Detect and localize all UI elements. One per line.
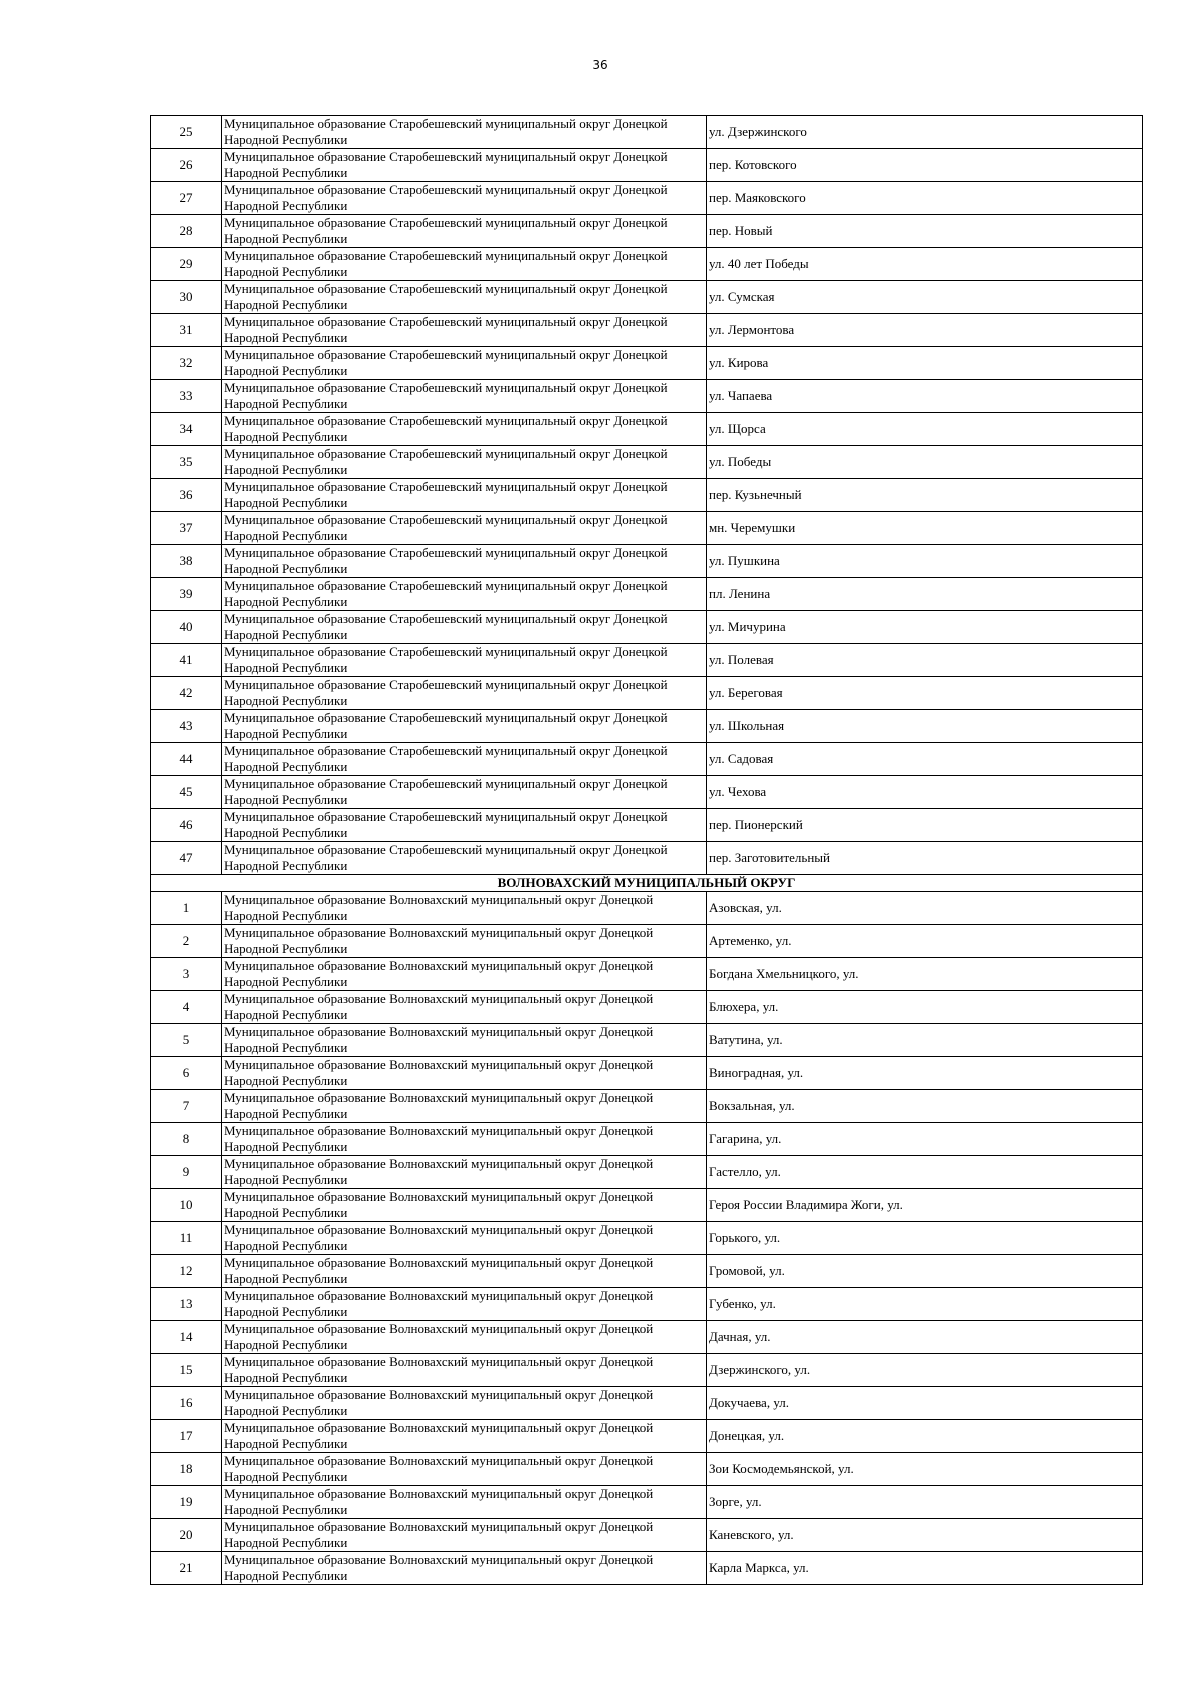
- municipality-name: Муниципальное образование Старобешевский муниципальный округ Донецкой Народной Республики: [222, 149, 707, 182]
- street-name: Вокзальная, ул.: [707, 1090, 1143, 1123]
- row-number: 5: [151, 1024, 222, 1057]
- table-row: [151, 413, 1143, 446]
- table-row: [151, 1057, 1143, 1090]
- row-number: 34: [151, 413, 222, 446]
- table-row: [151, 347, 1143, 380]
- table-row: [151, 1222, 1143, 1255]
- row-number: 32: [151, 347, 222, 380]
- street-name: ул. Чехова: [707, 776, 1143, 809]
- table-row: [151, 677, 1143, 710]
- street-name: Карла Маркса, ул.: [707, 1552, 1143, 1585]
- table-row: [151, 116, 1143, 149]
- municipality-name: Муниципальное образование Волновахский муниципальный округ Донецкой Народной Республики: [222, 958, 707, 991]
- row-number: 9: [151, 1156, 222, 1189]
- municipality-name: Муниципальное образование Старобешевский муниципальный округ Донецкой Народной Республики: [222, 380, 707, 413]
- table-row: [151, 446, 1143, 479]
- municipality-name: Муниципальное образование Волновахский муниципальный округ Донецкой Народной Республики: [222, 1519, 707, 1552]
- street-name: ул. Сумская: [707, 281, 1143, 314]
- row-number: 26: [151, 149, 222, 182]
- table-row: [151, 1024, 1143, 1057]
- municipality-name: Муниципальное образование Волновахский муниципальный округ Донецкой Народной Республики: [222, 1420, 707, 1453]
- table-row: [151, 991, 1143, 1024]
- street-name: Ватутина, ул.: [707, 1024, 1143, 1057]
- section-header-group: [151, 875, 1143, 892]
- street-name: мн. Черемушки: [707, 512, 1143, 545]
- municipality-name: Муниципальное образование Старобешевский муниципальный округ Донецкой Народной Республики: [222, 446, 707, 479]
- table-row: [151, 1090, 1143, 1123]
- row-number: 30: [151, 281, 222, 314]
- section-title: ВОЛНОВАХСКИЙ МУНИЦИПАЛЬНЫЙ ОКРУГ: [151, 875, 1143, 892]
- municipality-name: Муниципальное образование Волновахский муниципальный округ Донецкой Народной Республики: [222, 892, 707, 925]
- table-row: [151, 1387, 1143, 1420]
- street-name: ул. Школьная: [707, 710, 1143, 743]
- table-row: [151, 1552, 1143, 1585]
- municipality-name: Муниципальное образование Старобешевский муниципальный округ Донецкой Народной Республики: [222, 413, 707, 446]
- table-row: [151, 809, 1143, 842]
- municipality-name: Муниципальное образование Волновахский муниципальный округ Донецкой Народной Республики: [222, 1057, 707, 1090]
- table-row: [151, 314, 1143, 347]
- table-row: [151, 1123, 1143, 1156]
- row-number: 2: [151, 925, 222, 958]
- row-number: 37: [151, 512, 222, 545]
- municipality-name: Муниципальное образование Старобешевский муниципальный округ Донецкой Народной Республики: [222, 611, 707, 644]
- row-number: 44: [151, 743, 222, 776]
- row-number: 10: [151, 1189, 222, 1222]
- municipality-name: Муниципальное образование Волновахский муниципальный округ Донецкой Народной Республики: [222, 1486, 707, 1519]
- municipality-name: Муниципальное образование Волновахский муниципальный округ Донецкой Народной Республики: [222, 1552, 707, 1585]
- table-row: [151, 149, 1143, 182]
- section-header-row: [151, 875, 1143, 892]
- page-number: 36: [592, 58, 608, 72]
- street-name: Горького, ул.: [707, 1222, 1143, 1255]
- row-number: 19: [151, 1486, 222, 1519]
- table-row: [151, 380, 1143, 413]
- table-row: [151, 892, 1143, 925]
- row-number: 16: [151, 1387, 222, 1420]
- row-number: 14: [151, 1321, 222, 1354]
- street-name: ул. Победы: [707, 446, 1143, 479]
- row-number: 40: [151, 611, 222, 644]
- street-name: Зорге, ул.: [707, 1486, 1143, 1519]
- row-number: 35: [151, 446, 222, 479]
- street-name: ул. Мичурина: [707, 611, 1143, 644]
- row-number: 25: [151, 116, 222, 149]
- municipality-name: Муниципальное образование Волновахский муниципальный округ Донецкой Народной Республики: [222, 1255, 707, 1288]
- municipality-name: Муниципальное образование Старобешевский муниципальный округ Донецкой Народной Республики: [222, 479, 707, 512]
- table-row: [151, 1486, 1143, 1519]
- table-row: [151, 1453, 1143, 1486]
- municipality-name: Муниципальное образование Волновахский муниципальный округ Донецкой Народной Республики: [222, 991, 707, 1024]
- municipality-name: Муниципальное образование Волновахский муниципальный округ Донецкой Народной Республики: [222, 1024, 707, 1057]
- row-number: 21: [151, 1552, 222, 1585]
- row-number: 33: [151, 380, 222, 413]
- street-name: Гагарина, ул.: [707, 1123, 1143, 1156]
- table-section-starobeshevo: [151, 116, 1143, 875]
- table-row: [151, 842, 1143, 875]
- table-row: [151, 1519, 1143, 1552]
- municipality-name: Муниципальное образование Старобешевский муниципальный округ Донецкой Народной Республики: [222, 578, 707, 611]
- street-name: ул. Береговая: [707, 677, 1143, 710]
- table-row: [151, 281, 1143, 314]
- municipality-name: Муниципальное образование Волновахский муниципальный округ Донецкой Народной Республики: [222, 1354, 707, 1387]
- municipality-name: Муниципальное образование Старобешевский муниципальный округ Донецкой Народной Республики: [222, 116, 707, 149]
- municipality-name: Муниципальное образование Волновахский муниципальный округ Донецкой Народной Республики: [222, 1387, 707, 1420]
- street-name: пер. Новый: [707, 215, 1143, 248]
- municipality-name: Муниципальное образование Волновахский муниципальный округ Донецкой Народной Республики: [222, 1288, 707, 1321]
- table-row: [151, 644, 1143, 677]
- street-name: ул. Лермонтова: [707, 314, 1143, 347]
- street-name: Докучаева, ул.: [707, 1387, 1143, 1420]
- row-number: 41: [151, 644, 222, 677]
- table-row: [151, 479, 1143, 512]
- street-name: Громовой, ул.: [707, 1255, 1143, 1288]
- municipality-name: Муниципальное образование Старобешевский муниципальный округ Донецкой Народной Республики: [222, 776, 707, 809]
- municipality-name: Муниципальное образование Волновахский муниципальный округ Донецкой Народной Республики: [222, 1189, 707, 1222]
- municipality-name: Муниципальное образование Волновахский муниципальный округ Донецкой Народной Республики: [222, 1090, 707, 1123]
- municipality-name: Муниципальное образование Старобешевский муниципальный округ Донецкой Народной Республики: [222, 842, 707, 875]
- street-name: Блюхера, ул.: [707, 991, 1143, 1024]
- street-name: пер. Котовского: [707, 149, 1143, 182]
- municipality-name: Муниципальное образование Старобешевский муниципальный округ Донецкой Народной Республики: [222, 347, 707, 380]
- municipality-name: Муниципальное образование Старобешевский муниципальный округ Донецкой Народной Республики: [222, 809, 707, 842]
- row-number: 39: [151, 578, 222, 611]
- table-row: [151, 545, 1143, 578]
- row-number: 18: [151, 1453, 222, 1486]
- row-number: 45: [151, 776, 222, 809]
- row-number: 12: [151, 1255, 222, 1288]
- street-name: Виноградная, ул.: [707, 1057, 1143, 1090]
- table-row: [151, 925, 1143, 958]
- street-name: Героя России Владимира Жоги, ул.: [707, 1189, 1143, 1222]
- row-number: 29: [151, 248, 222, 281]
- street-name: ул. Садовая: [707, 743, 1143, 776]
- municipality-name: Муниципальное образование Старобешевский муниципальный округ Донецкой Народной Республики: [222, 314, 707, 347]
- table-row: [151, 611, 1143, 644]
- row-number: 31: [151, 314, 222, 347]
- street-name: пер. Маяковского: [707, 182, 1143, 215]
- row-number: 1: [151, 892, 222, 925]
- row-number: 8: [151, 1123, 222, 1156]
- street-name: Зои Космодемьянской, ул.: [707, 1453, 1143, 1486]
- table-row: [151, 182, 1143, 215]
- table-row: [151, 1354, 1143, 1387]
- table-section-volnovakha: [151, 892, 1143, 1585]
- row-number: 3: [151, 958, 222, 991]
- row-number: 4: [151, 991, 222, 1024]
- municipality-name: Муниципальное образование Старобешевский муниципальный округ Донецкой Народной Республики: [222, 644, 707, 677]
- table-row: [151, 776, 1143, 809]
- row-number: 28: [151, 215, 222, 248]
- municipality-name: Муниципальное образование Волновахский муниципальный округ Донецкой Народной Республики: [222, 925, 707, 958]
- street-name: пер. Заготовительный: [707, 842, 1143, 875]
- table-row: [151, 1255, 1143, 1288]
- municipality-name: Муниципальное образование Волновахский муниципальный округ Донецкой Народной Республики: [222, 1156, 707, 1189]
- row-number: 27: [151, 182, 222, 215]
- municipality-name: Муниципальное образование Старобешевский муниципальный округ Донецкой Народной Республики: [222, 710, 707, 743]
- municipality-name: Муниципальное образование Волновахский муниципальный округ Донецкой Народной Республики: [222, 1453, 707, 1486]
- row-number: 17: [151, 1420, 222, 1453]
- row-number: 43: [151, 710, 222, 743]
- municipality-name: Муниципальное образование Волновахский муниципальный округ Донецкой Народной Республики: [222, 1123, 707, 1156]
- row-number: 36: [151, 479, 222, 512]
- row-number: 42: [151, 677, 222, 710]
- street-name: Донецкая, ул.: [707, 1420, 1143, 1453]
- street-name: Дачная, ул.: [707, 1321, 1143, 1354]
- street-name: ул. 40 лет Победы: [707, 248, 1143, 281]
- table-row: [151, 1420, 1143, 1453]
- municipality-name: Муниципальное образование Волновахский муниципальный округ Донецкой Народной Республики: [222, 1222, 707, 1255]
- street-name: ул. Щорса: [707, 413, 1143, 446]
- table-row: [151, 512, 1143, 545]
- row-number: 38: [151, 545, 222, 578]
- street-name: пер. Кузьнечный: [707, 479, 1143, 512]
- street-name: ул. Кирова: [707, 347, 1143, 380]
- street-name: Артеменко, ул.: [707, 925, 1143, 958]
- row-number: 11: [151, 1222, 222, 1255]
- row-number: 47: [151, 842, 222, 875]
- table-row: [151, 710, 1143, 743]
- table-row: [151, 248, 1143, 281]
- municipality-name: Муниципальное образование Старобешевский муниципальный округ Донецкой Народной Республики: [222, 248, 707, 281]
- street-name: пл. Ленина: [707, 578, 1143, 611]
- street-name: ул. Дзержинского: [707, 116, 1143, 149]
- municipality-name: Муниципальное образование Старобешевский муниципальный округ Донецкой Народной Республики: [222, 182, 707, 215]
- row-number: 7: [151, 1090, 222, 1123]
- table-row: [151, 743, 1143, 776]
- street-name: Богдана Хмельницкого, ул.: [707, 958, 1143, 991]
- municipality-name: Муниципальное образование Старобешевский муниципальный округ Донецкой Народной Республики: [222, 545, 707, 578]
- street-name: Губенко, ул.: [707, 1288, 1143, 1321]
- row-number: 15: [151, 1354, 222, 1387]
- street-name: Гастелло, ул.: [707, 1156, 1143, 1189]
- table-row: [151, 215, 1143, 248]
- municipality-name: Муниципальное образование Старобешевский муниципальный округ Донецкой Народной Республики: [222, 281, 707, 314]
- table-row: [151, 958, 1143, 991]
- table-row: [151, 578, 1143, 611]
- municipality-name: Муниципальное образование Старобешевский муниципальный округ Донецкой Народной Республики: [222, 743, 707, 776]
- row-number: 6: [151, 1057, 222, 1090]
- table-row: [151, 1288, 1143, 1321]
- street-name: ул. Чапаева: [707, 380, 1143, 413]
- row-number: 20: [151, 1519, 222, 1552]
- street-name: ул. Полевая: [707, 644, 1143, 677]
- row-number: 13: [151, 1288, 222, 1321]
- table-row: [151, 1321, 1143, 1354]
- table-row: [151, 1189, 1143, 1222]
- street-name: Азовская, ул.: [707, 892, 1143, 925]
- streets-table: [150, 115, 1143, 1585]
- street-name: ул. Пушкина: [707, 545, 1143, 578]
- street-name: пер. Пионерский: [707, 809, 1143, 842]
- municipality-name: Муниципальное образование Старобешевский муниципальный округ Донецкой Народной Республики: [222, 512, 707, 545]
- municipality-name: Муниципальное образование Старобешевский муниципальный округ Донецкой Народной Республики: [222, 677, 707, 710]
- table-row: [151, 1156, 1143, 1189]
- municipality-name: Муниципальное образование Волновахский муниципальный округ Донецкой Народной Республики: [222, 1321, 707, 1354]
- street-name: Каневского, ул.: [707, 1519, 1143, 1552]
- row-number: 46: [151, 809, 222, 842]
- street-name: Дзержинского, ул.: [707, 1354, 1143, 1387]
- municipality-name: Муниципальное образование Старобешевский муниципальный округ Донецкой Народной Республики: [222, 215, 707, 248]
